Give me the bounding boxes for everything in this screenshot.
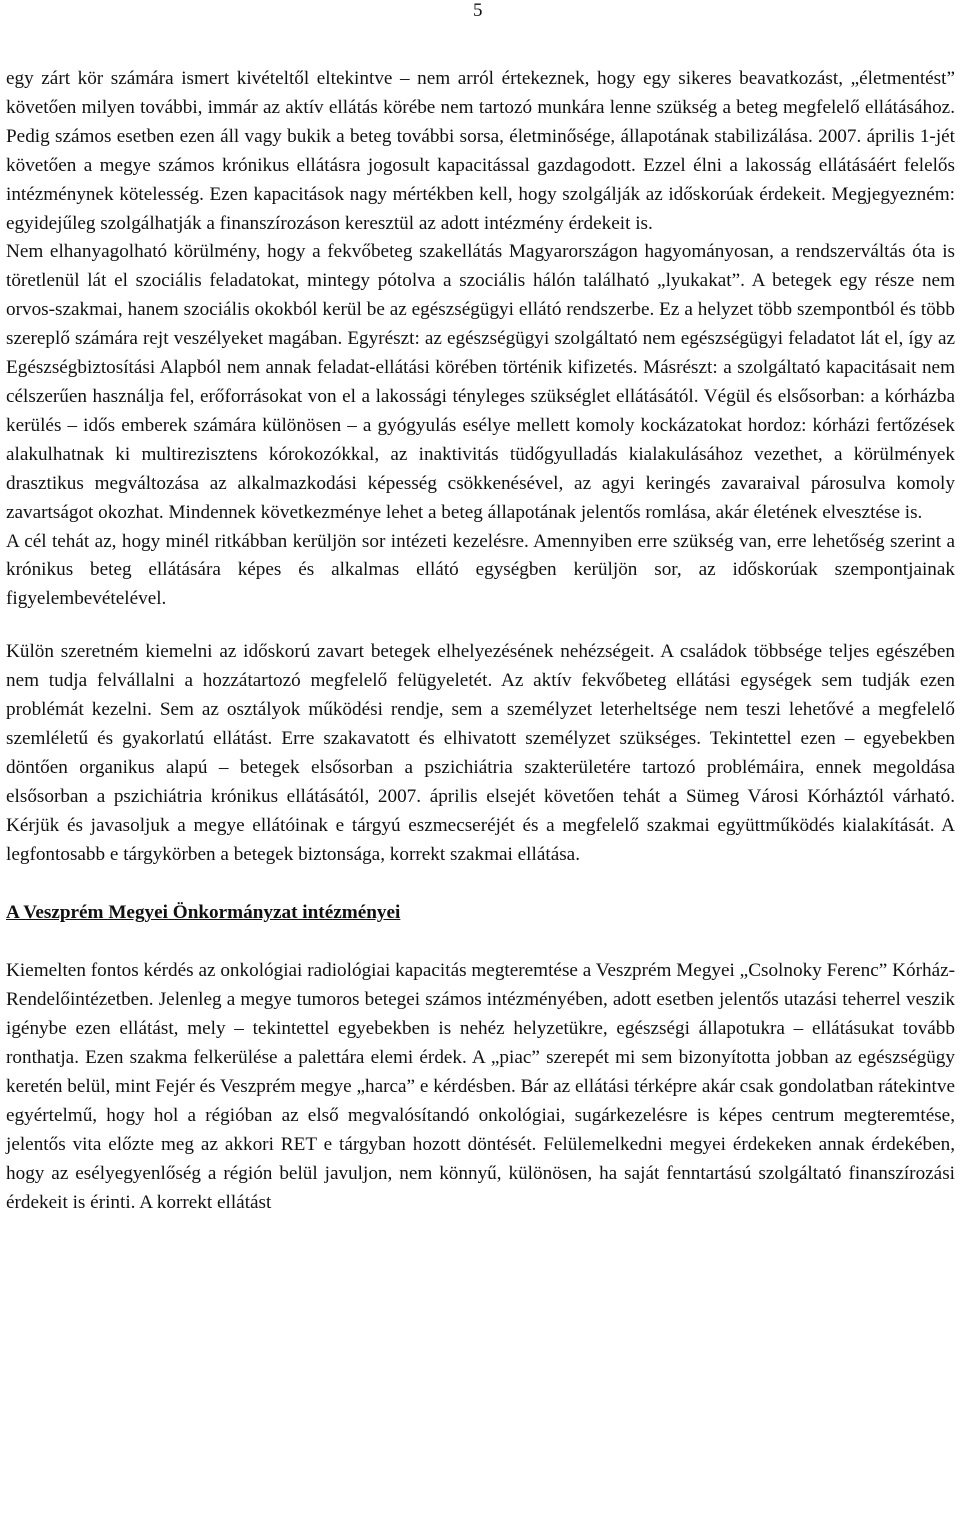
paragraph-goal: A cél tehát az, hogy minél ritkábban kerüljön sor intézeti kezelésre. Amennyiben erre szükség van, erre lehetőség szerint a krónikus beteg ellátására képes és alkalmas ellátó egységben kerüljön sor, az időskorúak szempontjainak figyelembevételével. bbox=[6, 530, 955, 610]
paragraph-social-tasks: Nem elhanyagolható körülmény, hogy a fekvőbeteg szakellátás Magyarországon hagyományosan, a rendszerváltás óta is töretlenül lát el szociális feladatokat, mintegy pótolva a szociális hálón található „lyukakat”. A betegek egy része nem orvos-szakmai, hanem szociális okokból kerül be az egészségügyi ellátó rendszerbe. Ez a helyzet több szempontból és több szereplő számára rejt veszélyeket magában. Egyrészt: az egészségügyi szolgáltató nem egészségügyi feladatot lát el, így az Egészségbiztosítási Alapból nem annak feladat-ellátási körében történik kifizetés. Másrészt: a szolgáltató kapacitásait nem célszerűen használja fel, erőforrásokat von el a lakossági tényleges szükséglet ellátásától. Végül és elsősorban: a kórházba kerülés – idős emberek számára különösen – a gyógyulás esélye mellett komoly kockázatokat hordoz: kórházi fertőzések alakulhatnak ki multirezisztens kórokozókkal, az inaktivitás tüdőgyulladás kialakulásához vezethet, a körülmények drasztikus megváltozása az alkalmazkodási képesség csökkenésével, az agyi keringés zavaraival párosulva komoly zavartságot okozhat. Mindennek következménye lehet a beteg állapotának jelentős romlása, akár életének elvesztése is. bbox=[6, 241, 955, 523]
document-body bbox=[6, 65, 955, 1218]
paragraph-oncology: Kiemelten fontos kérdés az onkológiai radiológiai kapacitás megteremtése a Veszprém Megyei „Csolnoky Ferenc” Kórház-Rendelőintézetben. Jelenleg a megye tumoros betegei számos intézményében, adott esetben jelentős utazási teherrel veszik igénybe ezen ellátást, mely – tekintettel egyebekben is nehéz helyzetükre, egészségi állapotukra – ellátásukat tovább ronthatja. Ezen szakma felkerülése a palettára elemi érdek. A „piac” szerepét mi sem bizonyította jobban az egészségügy keretén belül, mint Fejér és Veszprém megye „harca” e kérdésben. Bár az ellátási térképre akár csak gondolatban rátekintve egyértelmű, hogy hol a régióban az első megvalósítandó onkológiai, sugárkezelésre is képes centrum megteremtése, jelentős vita előzte meg az akkori RET e tárgyban hozott döntését. Felülemelkedni megyei érdekeken annak érdekében, hogy az esélyegyenlőség a régión belül javuljon, nem könnyű, különösen, ha saját fenntartású szolgáltató finanszírozási érdekeit is érinti. A korrekt ellátást bbox=[6, 960, 955, 1213]
section-heading: A Veszprém Megyei Önkormányzat intézményei bbox=[6, 902, 401, 924]
heading-spacer-top bbox=[6, 869, 955, 899]
paragraph-confused-patients: Külön szeretném kiemelni az időskorú zavart betegek elhelyezésének nehézségeit. A családok többsége teljes egészében nem tudja felvállalni a hozzátartozó megfelelő felügyeletét. Az aktív fekvőbeteg ellátási egységek sem tudják ezen problémát kezelni. Sem az osztályok működési rendje, sem a személyzet leterheltsége nem teszi lehetővé a megfelelő szemléletű és gyakorlatú ellátást. Erre szakavatott és elhivatott személyzet szükséges. Tekintettel ezen – egyebekben döntően organikus alapú – betegek elsősorban a pszichiátria szakterületére tartozó problémáira, ennek megoldása elsősorban a pszichiátria krónikus ellátásától, 2007. április elsejét követően tehát a Sümeg Városi Kórháztól várható. Kérjük és javasoljuk a megye ellátóinak e tárgyú eszmecseréjét és a megfelelő szakmai együttműködés kialakítását. A legfontosabb e tárgykörben a betegek biztonsága, korrekt szakmai ellátása. bbox=[6, 641, 955, 865]
paragraph-spacer bbox=[6, 614, 955, 638]
page-number: 5 bbox=[473, 0, 483, 21]
paragraph-intro-continuation: egy zárt kör számára ismert kivételtől eltekintve – nem arról értekeznek, hogy egy sikeres beavatkozást, „életmentést” követően milyen további, immár az aktív ellátás körébe nem tartozó munkára lenne szükség a beteg megfelelő ellátásához. Pedig számos esetben ezen áll vagy bukik a beteg további sorsa, életminősége, állapotának stabilizálása. 2007. április 1-jét követően a megye számos krónikus ellátásra jogosult kapacitással gazdagodott. Ezzel élni a lakosság ellátásáért felelős intézménynek kötelesség. Ezen kapacitások nagy mértékben kell, hogy szolgálják az időskorúak érdekeit. Megjegyezném: egyidejűleg szolgálhatják a finanszírozáson keresztül az adott intézmény érdekeit is. bbox=[6, 68, 955, 234]
heading-spacer-bottom bbox=[6, 928, 955, 957]
